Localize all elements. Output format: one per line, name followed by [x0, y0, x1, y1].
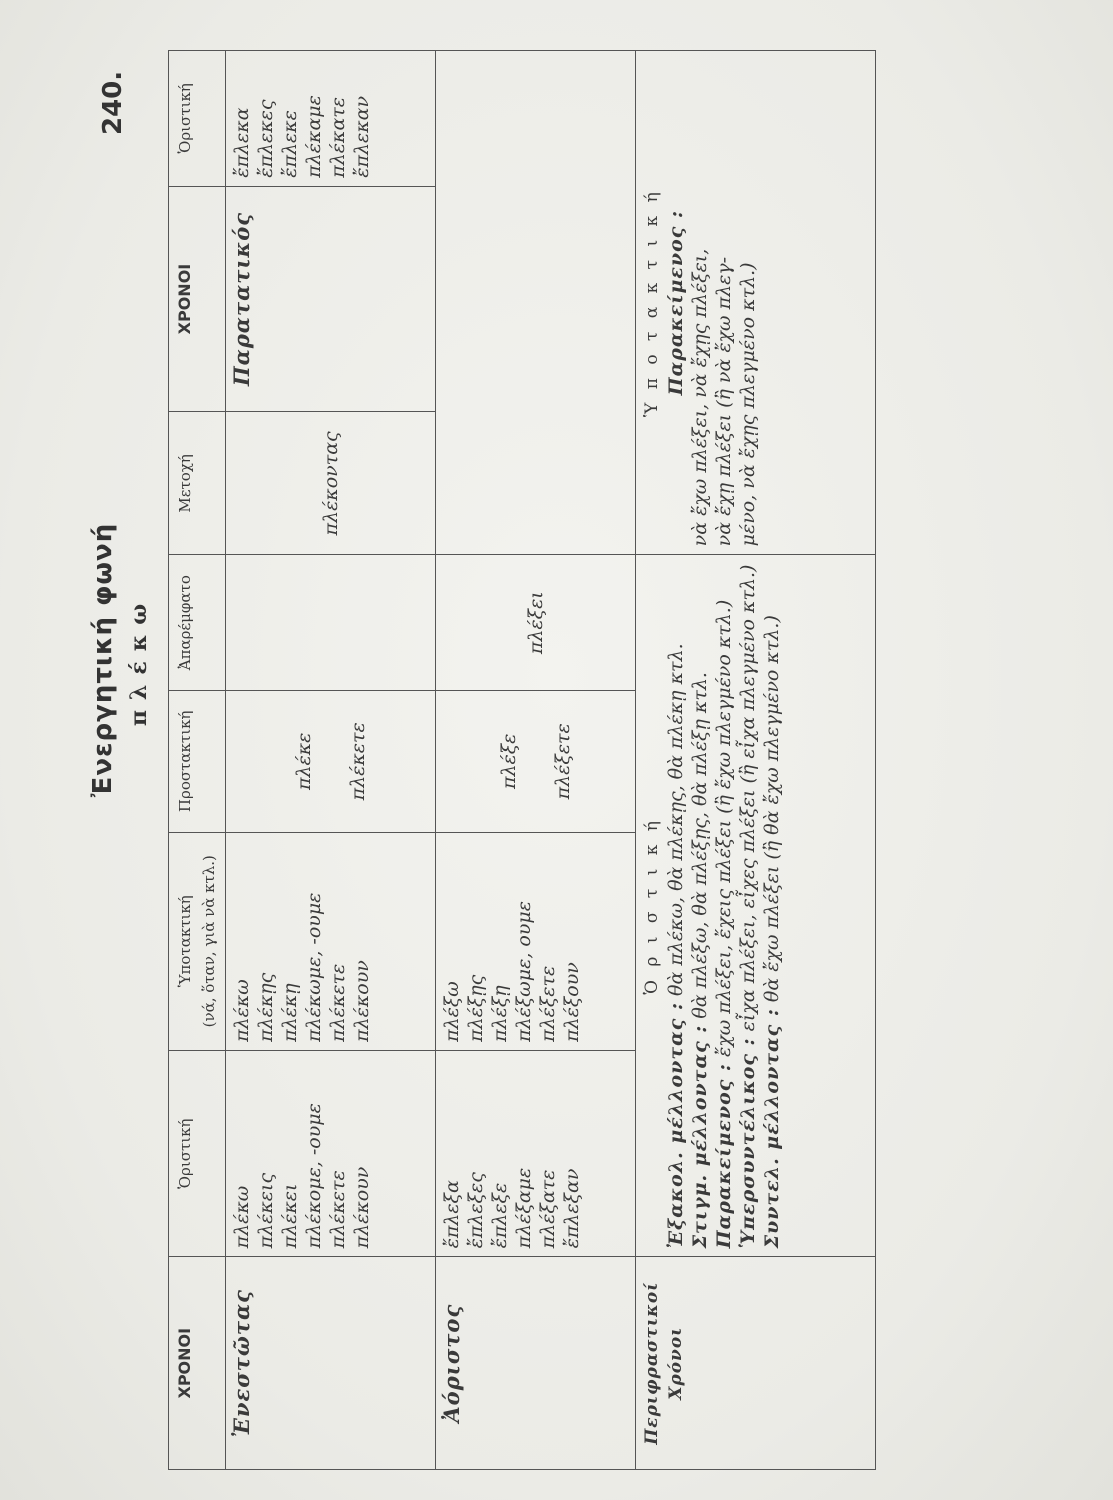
form: πλέξωμε, ουμε [513, 901, 535, 1042]
form: ἔπλεκαν [351, 95, 373, 178]
form: πλέξε [497, 733, 520, 790]
form: ἔπλεξα [441, 1180, 463, 1249]
form: πλέκῃ [279, 983, 301, 1042]
form: ἔπλεξαν [561, 1168, 583, 1249]
present-imperative [226, 691, 436, 833]
periphrastic-subjunctive [636, 51, 876, 555]
periphrastic-subjunctive-title: Ὑ π ο τ α κ τ ι κ ή [642, 188, 662, 418]
aorist-infinitive: πλέξει [436, 555, 636, 691]
form: πλέξατε [537, 1169, 559, 1249]
form: πλέξαμε [513, 1167, 535, 1249]
header-infinitive: Ἀπαρέμφατο [169, 555, 226, 691]
present-row [226, 51, 436, 1470]
form: ἔπλεξες [465, 1172, 487, 1249]
perfect-subjunctive-title: Παρακείμενος : [665, 210, 687, 396]
conjugation-table [168, 50, 876, 1470]
tense-forms: θὰ πλέξω, θὰ πλέξῃς, θὰ πλέξῃ κτλ. [689, 672, 711, 1019]
form: πλέκαμε [303, 95, 325, 178]
form: ἔπλεξε [489, 1182, 511, 1249]
periphrastic-label: Περιφραστικοί Χρόνοι [636, 1257, 876, 1470]
aorist-imperative [436, 691, 636, 833]
tense-forms: ἔχω πλέξει, ἔχεις πλέξει (ἢ ἔχω πλεγμένο κτλ.) [713, 599, 735, 1057]
form: ἔπλεκε [279, 110, 301, 178]
form: πλέξῃ [489, 985, 511, 1042]
form: πλέκουν [351, 1166, 373, 1249]
header-row [169, 51, 226, 1470]
form: πλέκῃς [255, 972, 277, 1042]
periphrastic-line [664, 563, 688, 1248]
aorist-subjunctive [436, 832, 636, 1050]
header-subjunctive-note: (νά, ὅταν, γιὰ νὰ κτλ.) [200, 855, 218, 1028]
section-number: 240. [98, 70, 128, 135]
form: πλέκομε, -ουμε [303, 1103, 325, 1249]
form: πλέκετε [327, 963, 349, 1042]
form: πλέκετε [327, 1170, 349, 1249]
perfect-subjunctive-line: νὰ ἔχω πλέξει, νὰ ἔχῃς πλέξει, [689, 248, 711, 547]
form: πλέκω [231, 1185, 253, 1249]
page-title: Ἐνεργητική φωνή [88, 522, 118, 798]
aorist-label: Ἀόριστος [436, 1257, 636, 1470]
form: πλέκει [279, 1183, 301, 1249]
present-infinitive [226, 555, 436, 691]
present-participle: πλέκοντας [226, 412, 436, 555]
aorist-indicative [436, 1050, 636, 1256]
periphrastic-line [712, 563, 736, 1248]
header-indicative-2: Ὁριστική [169, 51, 226, 187]
present-subjunctive [226, 832, 436, 1050]
imperfect-indicative [226, 51, 436, 187]
tense-name: Παρακείμενος : [713, 1063, 735, 1249]
periphrastic-indicative [636, 555, 876, 1257]
form: πλέξετε [537, 965, 559, 1042]
present-label: Ἐνεστῶτας [226, 1257, 436, 1470]
form: πλέκωμε, -ουμε [303, 892, 325, 1042]
form: πλέκατε [327, 96, 349, 178]
periphrastic-line [736, 563, 760, 1248]
present-indicative [226, 1050, 436, 1256]
header-imperative: Προστακτική [169, 691, 226, 833]
form: πλέξουν [561, 962, 583, 1042]
verb-title: πλέκω [126, 593, 152, 727]
periphrastic-line [688, 563, 712, 1248]
tense-name: Ἐξακολ. μέλλοντας : [665, 1002, 687, 1249]
form: ἔπλεκα [231, 107, 253, 178]
header-participle: Μετοχή [169, 412, 226, 555]
header-tenses: ΧΡΟΝΟΙ [169, 1257, 226, 1470]
aorist-empty [436, 51, 636, 555]
tense-forms: θὰ ἔχω πλέξει (ἢ θὰ ἔχω πλεγμένο κτλ.) [761, 615, 783, 1003]
form: πλέκουν [351, 960, 373, 1042]
tense-forms: εἶχα πλέξει, εἶχες πλέξει (ἢ εἶχα πλεγμένο κτλ.) [737, 564, 759, 1032]
form: πλέξω [441, 981, 463, 1042]
form: πλέκε [292, 732, 315, 791]
form: πλέκετε [346, 722, 369, 801]
perfect-subjunctive-line: νὰ ἔχῃ πλέξει (ἢ νὰ ἔχω πλεγ- [713, 256, 735, 547]
periphrastic-line [760, 563, 784, 1248]
tense-forms: θὰ πλέκω, θὰ πλέκῃς, θὰ πλέκῃ κτλ. [665, 643, 687, 996]
form: ἔπλεκες [255, 99, 277, 178]
header-subjunctive-label: Ὑποτακτική [176, 895, 194, 988]
form: πλέξετε [551, 723, 574, 800]
imperfect-label: Παρατατικός [226, 186, 436, 412]
perfect-subjunctive-line: μένο, νὰ ἔχῃς πλεγμένο κτλ.) [737, 262, 759, 547]
periphrastic-indicative-title: Ὁ ρ ι σ τ ι κ ή [642, 817, 662, 995]
form: πλέκεις [255, 1172, 277, 1249]
form: πλέξῃς [465, 974, 487, 1042]
header-subjunctive [169, 832, 226, 1050]
tense-name: Συντελ. μέλλοντας : [761, 1008, 783, 1249]
periphrastic-row [636, 51, 876, 1470]
form: πλέκω [231, 979, 253, 1042]
aorist-row [436, 51, 636, 1470]
tense-name: Ὑπερσυντέλικος : [737, 1037, 759, 1249]
header-tenses-2: ΧΡΟΝΟΙ [169, 186, 226, 412]
header-indicative: Ὁριστική [169, 1050, 226, 1256]
rotated-content [78, 30, 1068, 1470]
tense-name: Στιγμ. μέλλοντας : [689, 1024, 711, 1249]
